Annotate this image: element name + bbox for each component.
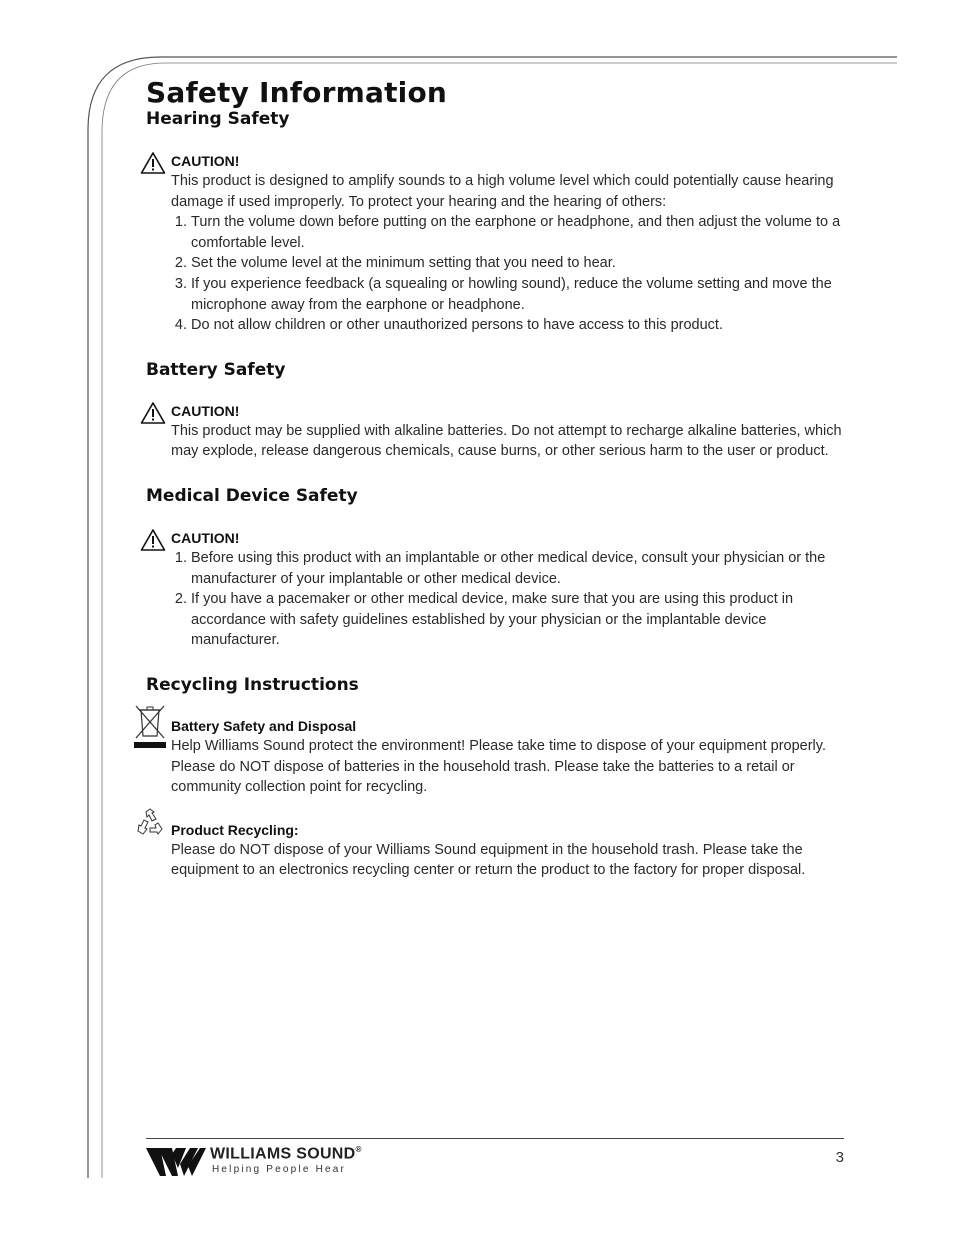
hearing-list xyxy=(171,212,846,336)
footer xyxy=(146,1138,844,1179)
list-item: 4. Do not allow children or other unauthorized persons to have access to this product. xyxy=(191,315,846,336)
disposal-block xyxy=(146,716,846,798)
crossed-bin-icon xyxy=(133,704,167,757)
product-recycling-text: Please do NOT dispose of your Williams Sound equipment in the household trash. Please take the equipment to an electronics recycling center or return the product to the factory for proper disposal. xyxy=(171,841,806,879)
brand-tagline: Helping People Hear xyxy=(212,1164,347,1175)
battery-text: This product may be supplied with alkaline batteries. Do not attempt to recharge alkaline batteries, which may explode, release dangerous chemicals, cause burns, or other serious harm to the user or product. xyxy=(171,422,842,460)
hearing-caution-block xyxy=(146,151,846,336)
page-title: Safety Information xyxy=(146,76,448,109)
warning-triangle-icon xyxy=(140,151,166,180)
warning-triangle-icon xyxy=(140,528,166,557)
hearing-intro: This product is designed to amplify sounds to a high volume level which could potentially cause hearing damage if used improperly. To protect your hearing and the hearing of others: xyxy=(171,173,834,210)
product-recycling-label: Product Recycling: xyxy=(171,821,299,838)
list-item: 3. If you experience feedback (a squealing or howling sound), reduce the volume setting and move the microphone away from the earphone or headphone. xyxy=(191,274,846,315)
caution-label: CAUTION! xyxy=(171,153,240,169)
medical-caution-block xyxy=(146,528,846,651)
williams-sound-logo-icon xyxy=(146,1146,206,1183)
medical-list xyxy=(171,548,846,651)
list-item: 1. Before using this product with an implantable or other medical device, consult your physician or the manufacturer of your implantable or other medical device. xyxy=(191,548,846,589)
list-item: 2. Set the volume level at the minimum setting that you need to hear. xyxy=(191,253,846,274)
registered-mark: ® xyxy=(355,1145,362,1154)
warning-triangle-icon xyxy=(140,401,166,430)
brand-text: WILLIAMS SOUND xyxy=(210,1145,356,1163)
recycle-icon xyxy=(135,807,165,842)
section-heading-battery: Battery Safety xyxy=(146,359,286,380)
product-recycling-block xyxy=(146,820,846,881)
section-heading-medical: Medical Device Safety xyxy=(146,485,358,506)
caution-label: CAUTION! xyxy=(171,529,240,546)
caution-label: CAUTION! xyxy=(171,402,240,419)
disposal-text: Help Williams Sound protect the environment! Please take time to dispose of your equipment properly. Please do NOT dispose of batteries in the household trash. Please take the batteries to a retail or community collection point for recycling. xyxy=(171,737,826,796)
section-heading-recycling: Recycling Instructions xyxy=(146,674,359,695)
page-content xyxy=(146,76,846,881)
disposal-label: Battery Safety and Disposal xyxy=(171,717,357,734)
brand-name xyxy=(210,1145,362,1163)
section-heading-hearing: Hearing Safety xyxy=(146,109,290,129)
list-item: 1. Turn the volume down before putting on the earphone or headphone, and then adjust the volume to a comfortable level. xyxy=(191,212,846,253)
page-number: 3 xyxy=(835,1149,844,1166)
battery-caution-block xyxy=(146,401,846,462)
list-item: 2. If you have a pacemaker or other medical device, make sure that you are using this product in accordance with safety guidelines established by your physician or the implantable device manufacturer. xyxy=(191,589,846,651)
